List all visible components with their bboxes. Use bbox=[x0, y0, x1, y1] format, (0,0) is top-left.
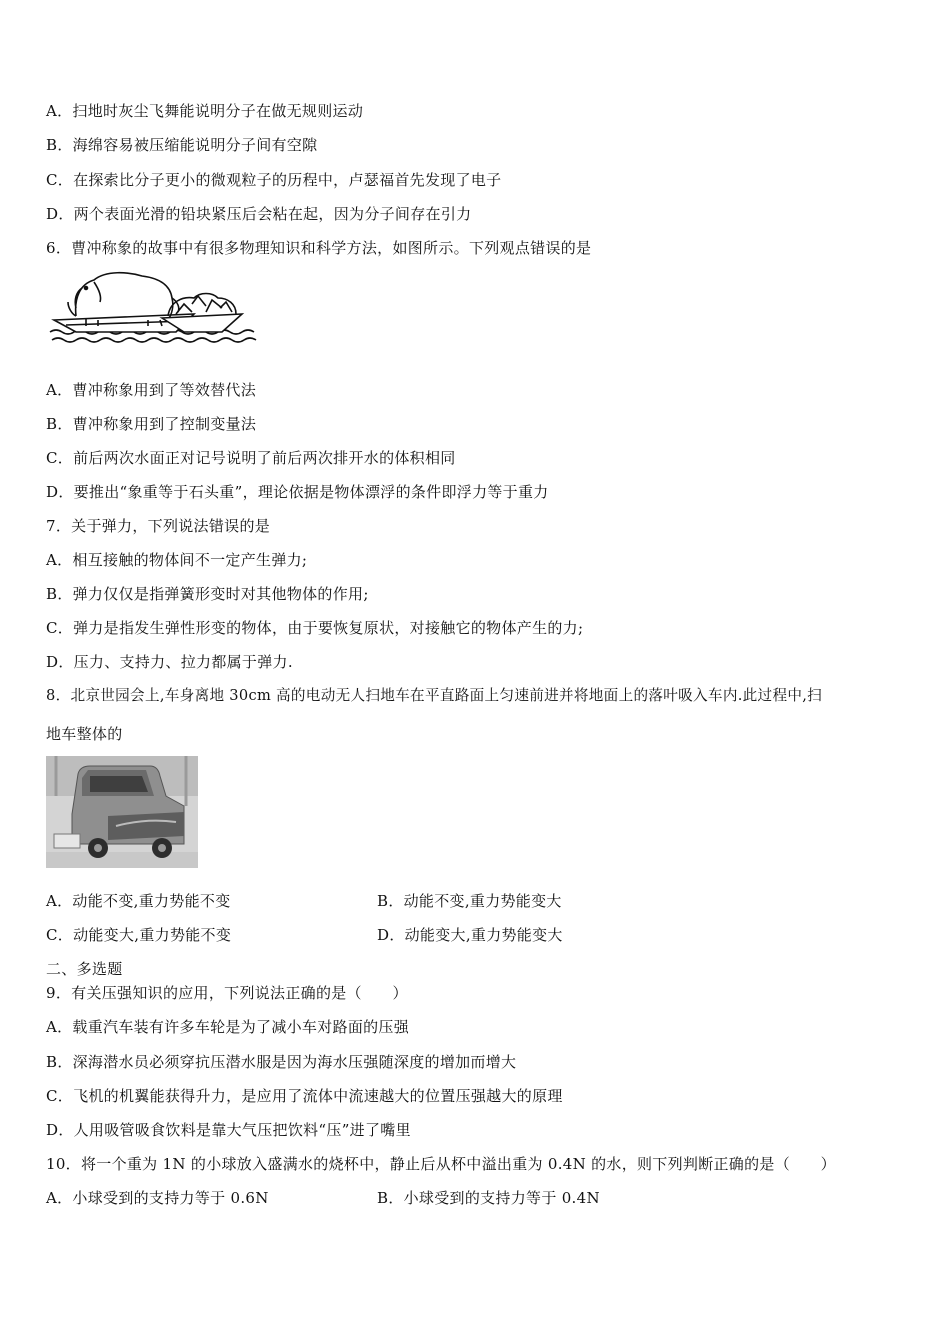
q8-stem-line2: 地车整体的 bbox=[46, 725, 123, 743]
street-sweeper-photo bbox=[46, 756, 198, 868]
q7-option-d: D．压力、支持力、拉力都属于弹力. bbox=[46, 653, 293, 671]
q5-option-b: B．海绵容易被压缩能说明分子间有空隙 bbox=[46, 136, 318, 154]
q8-option-a: A．动能不变,重力势能不变 bbox=[46, 892, 231, 910]
q6-option-d: D．要推出“象重等于石头重”，理论依据是物体漂浮的条件即浮力等于重力 bbox=[46, 483, 549, 501]
q9-stem: 9．有关压强知识的应用，下列说法正确的是（ ） bbox=[46, 984, 408, 1002]
q6-stem: 6．曹冲称象的故事中有很多物理知识和科学方法，如图所示。下列观点错误的是 bbox=[46, 239, 592, 257]
q6-option-b: B．曹冲称象用到了控制变量法 bbox=[46, 415, 257, 433]
q7-stem: 7．关于弹力，下列说法错误的是 bbox=[46, 517, 271, 535]
section-heading-multiple-choice: 二、多选题 bbox=[46, 960, 123, 978]
q7-option-c: C．弹力是指发生弹性形变的物体，由于要恢复原状，对接触它的物体产生的力; bbox=[46, 619, 584, 637]
q8-stem-line1: 8．北京世园会上,车身离地 30cm 高的电动无人扫地车在平直路面上匀速前进并将地面上的落叶吸入车内.此过程中,扫 bbox=[46, 687, 823, 704]
q7-option-b: B．弹力仅仅是指弹簧形变时对其他物体的作用; bbox=[46, 585, 369, 603]
q9-option-b: B．深海潜水员必须穿抗压潜水服是因为海水压强随深度的增加而增大 bbox=[46, 1053, 517, 1071]
q9-option-a: A．载重汽车装有许多车轮是为了减小车对路面的压强 bbox=[46, 1018, 410, 1036]
q10-stem: 10．将一个重为 1N 的小球放入盛满水的烧杯中，静止后从杯中溢出重为 0.4N 的水，则下列判断正确的是（ ） bbox=[46, 1155, 836, 1173]
q5-option-c: C．在探索比分子更小的微观粒子的历程中，卢瑟福首先发现了电子 bbox=[46, 171, 502, 189]
q8-option-b: B．动能不变,重力势能变大 bbox=[377, 892, 562, 910]
q7-option-a: A．相互接触的物体间不一定产生弹力; bbox=[46, 551, 308, 569]
q8-option-c: C．动能变大,重力势能不变 bbox=[46, 926, 232, 944]
q5-option-d: D．两个表面光滑的铅块紧压后会粘在起，因为分子间存在引力 bbox=[46, 205, 472, 223]
q9-option-d: D．人用吸管吸食饮料是靠大气压把饮料“压”进了嘴里 bbox=[46, 1121, 411, 1139]
q6-option-a: A．曹冲称象用到了等效替代法 bbox=[46, 381, 257, 399]
q5-option-a: A．扫地时灰尘飞舞能说明分子在做无规则运动 bbox=[46, 102, 364, 120]
q10-option-b: B．小球受到的支持力等于 0.4N bbox=[377, 1189, 600, 1207]
q6-option-c: C．前后两次水面正对记号说明了前后两次排开水的体积相同 bbox=[46, 449, 456, 467]
q10-option-a: A．小球受到的支持力等于 0.6N bbox=[46, 1189, 269, 1207]
q8-option-d: D．动能变大,重力势能变大 bbox=[377, 926, 563, 944]
elephant-boat-figure bbox=[46, 268, 258, 354]
q9-option-c: C．飞机的机翼能获得升力，是应用了流体中流速越大的位置压强越大的原理 bbox=[46, 1087, 563, 1105]
